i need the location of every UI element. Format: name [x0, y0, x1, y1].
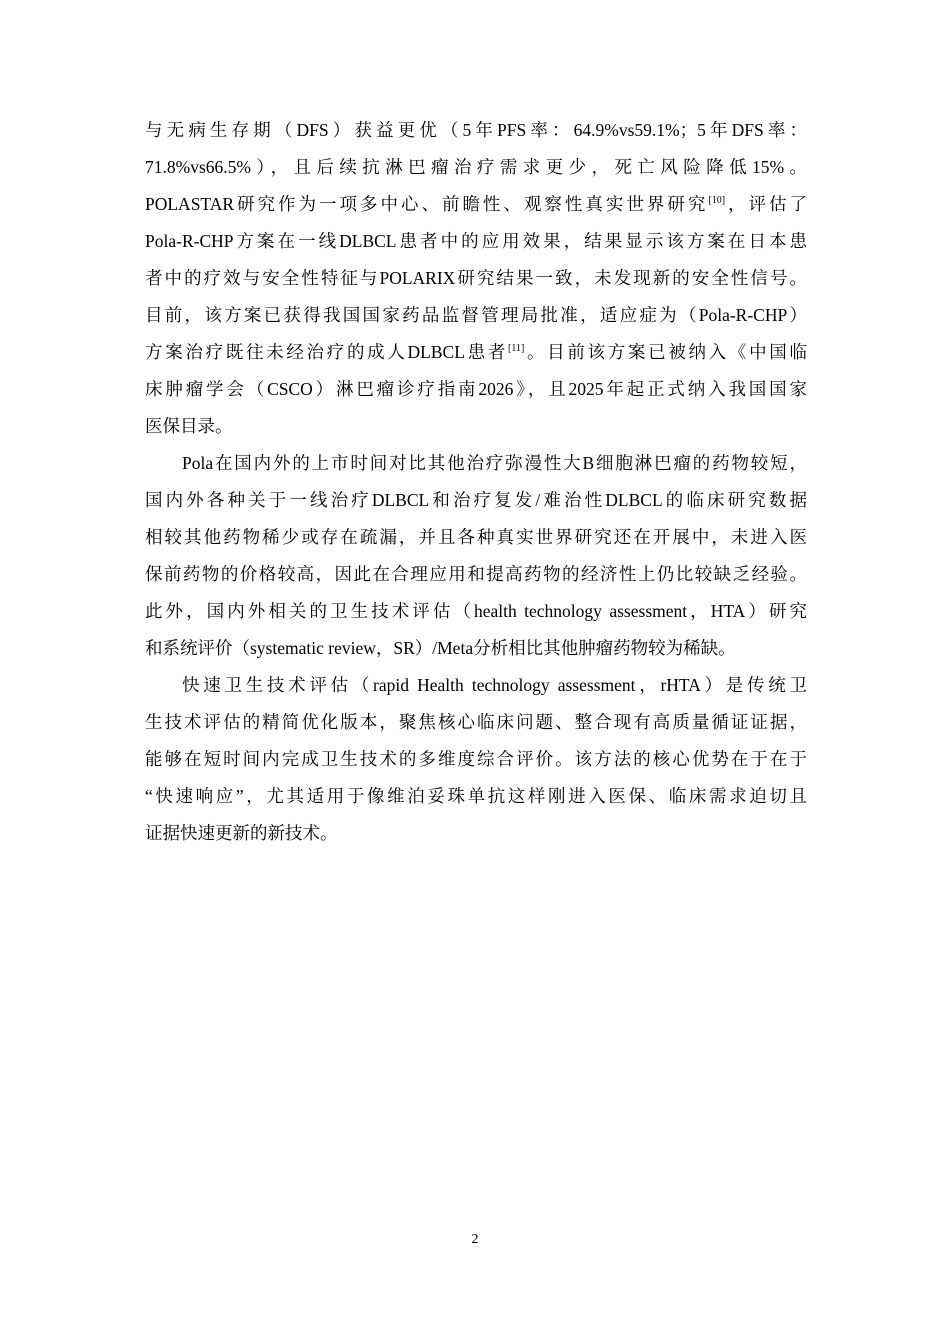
page-number: 2: [471, 1232, 479, 1247]
text-line: “快速响应”，尤其适用于像维泊妥珠单抗这样刚进入医保、临床需求迫切且: [145, 786, 807, 806]
text-line: 相较其他药物稀少或存在疏漏，并且各种真实世界研究还在开展中，未进入医: [145, 527, 807, 547]
text-line: Pola在国内外的上市时间对比其他治疗弥漫性大B细胞淋巴瘤的药物较短，: [182, 453, 807, 473]
text-line: 与无病生存期（DFS）获益更优（5年PFS率：64.9%vs59.1%；5年DFS率：: [145, 120, 807, 140]
text-run: ，评估了: [725, 194, 808, 214]
text-run: POLASTAR研究作为一项多中心、前瞻性、观察性真实世界研究: [145, 194, 709, 214]
text-line: Pola-R-CHP方案在一线DLBCL患者中的应用效果，结果显示该方案在日本患: [145, 231, 807, 251]
paragraph-3: [145, 667, 807, 852]
text-line: 医保目录。: [145, 416, 233, 436]
text-line: 证据快速更新的新技术。: [145, 823, 338, 843]
text-line: 保前药物的价格较高，因此在合理应用和提高药物的经济性上仍比较缺乏经验。: [145, 564, 807, 584]
text-line: [145, 334, 807, 371]
citation-ref: [11]: [507, 343, 525, 354]
text-line: [145, 186, 807, 223]
text-line: 和系统评价（systematic review，SR）/Meta分析相比其他肿瘤药物较为稀缺。: [145, 638, 736, 658]
paragraph-1: [145, 112, 807, 445]
paragraph-2: [145, 445, 807, 667]
citation-ref: [10]: [708, 195, 726, 206]
text-line: 生技术评估的精简优化版本，聚焦核心临床问题、整合现有高质量循证证据，: [145, 712, 807, 732]
text-line: 国内外各种关于一线治疗DLBCL和治疗复发/难治性DLBCL的临床研究数据: [145, 490, 807, 510]
text-line: 床肿瘤学会（CSCO）淋巴瘤诊疗指南2026》，且2025年起正式纳入我国国家: [145, 379, 807, 399]
text-line: 能够在短时间内完成卫生技术的多维度综合评价。该方法的核心优势在于在于: [145, 749, 807, 769]
text-line: 快速卫生技术评估（rapid Health technology assessment，rHTA）是传统卫: [182, 675, 807, 695]
text-line: 此外，国内外相关的卫生技术评估（health technology assessment，HTA）研究: [145, 601, 807, 621]
body-text: [145, 112, 807, 852]
text-run: 方案治疗既往未经治疗的成人DLBCL患者: [145, 342, 508, 362]
text-line: 者中的疗效与安全性特征与POLARIX研究结果一致，未发现新的安全性信号。: [145, 268, 807, 288]
text-run: 。目前该方案已被纳入《中国临: [524, 342, 808, 362]
text-line: 目前，该方案已获得我国国家药品监督管理局批准，适应症为（Pola-R-CHP）: [145, 305, 807, 325]
text-line: 71.8%vs66.5%），且后续抗淋巴瘤治疗需求更少，死亡风险降低15%。: [145, 157, 807, 177]
